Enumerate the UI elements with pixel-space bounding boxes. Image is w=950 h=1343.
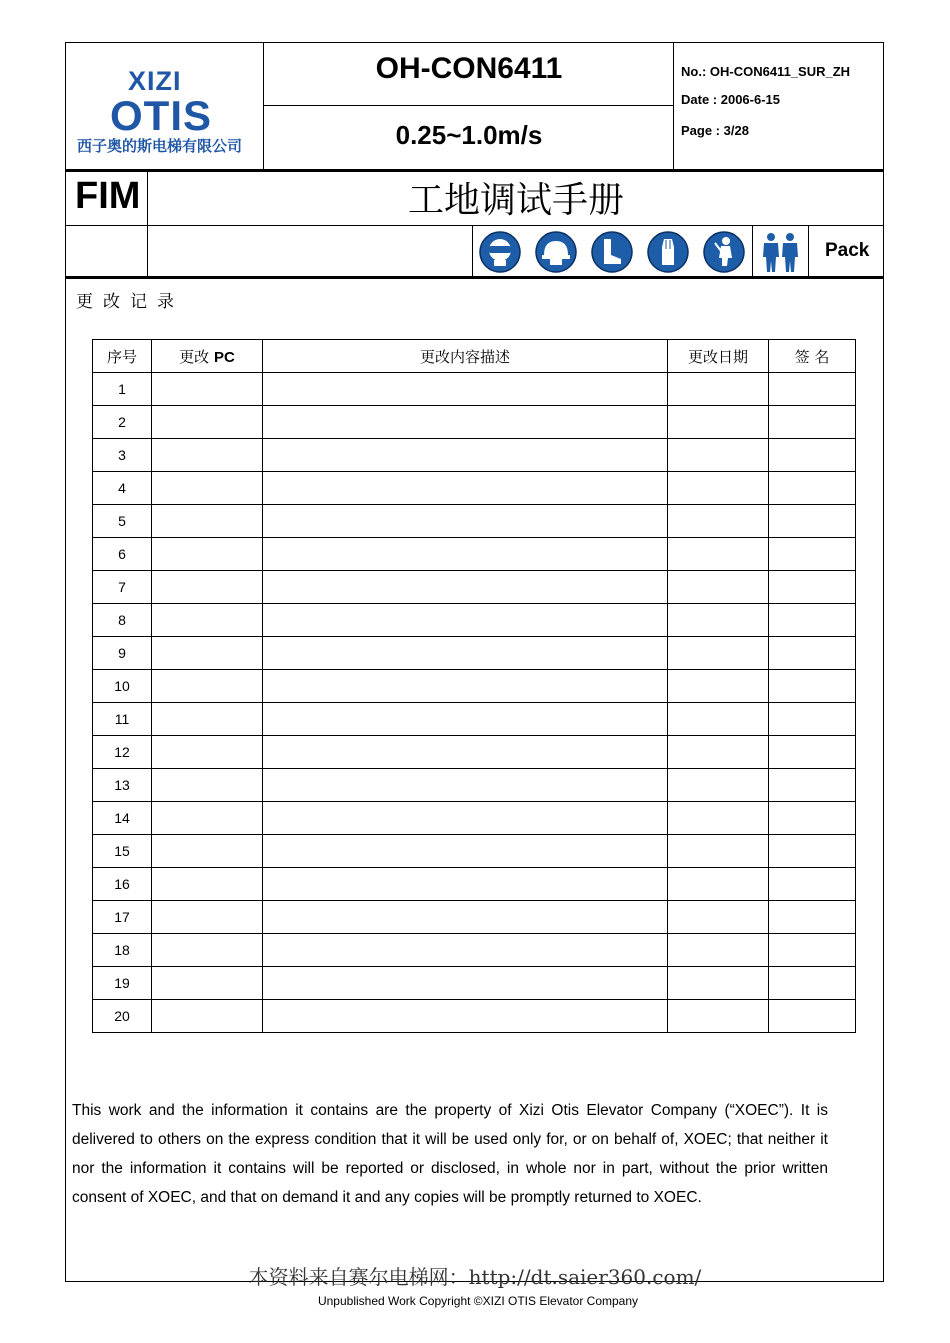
fim-label: FIM	[75, 175, 141, 217]
row-description-cell	[263, 571, 668, 604]
row-seq-cell: 19	[93, 967, 152, 1000]
safety-boots-icon	[591, 231, 633, 273]
row-pc-cell	[152, 802, 263, 835]
row-description-cell	[263, 703, 668, 736]
row-signature-cell	[769, 505, 856, 538]
row-seq-cell: 6	[93, 538, 152, 571]
table-row	[93, 835, 856, 868]
row-signature-cell	[769, 604, 856, 637]
copyright-footer: Unpublished Work Copyright ©XIZI OTIS Elevator Company	[317, 1294, 639, 1308]
col-change-label: 更改	[179, 347, 210, 366]
row-date-cell	[668, 637, 769, 670]
gloves-icon	[647, 231, 689, 273]
row-signature-cell	[769, 1000, 856, 1033]
change-record-table	[92, 339, 856, 1033]
row-date-cell	[668, 505, 769, 538]
row-date-cell	[668, 439, 769, 472]
row-seq-cell: 15	[93, 835, 152, 868]
row-signature-cell	[769, 934, 856, 967]
col-pc-label: PC	[213, 348, 235, 366]
row-seq-cell: 14	[93, 802, 152, 835]
row-seq-cell: 4	[93, 472, 152, 505]
table-row	[93, 901, 856, 934]
col-seq: 序号	[93, 340, 152, 373]
row-pc-cell	[152, 538, 263, 571]
row-description-cell	[263, 406, 668, 439]
row-description-cell	[263, 1000, 668, 1033]
row-date-cell	[668, 472, 769, 505]
row-signature-cell	[769, 736, 856, 769]
row-date-cell	[668, 868, 769, 901]
pack-label: Pack	[825, 240, 870, 261]
row-seq-cell: 17	[93, 901, 152, 934]
row-pc-cell	[152, 670, 263, 703]
row-description-cell	[263, 373, 668, 406]
title-divider	[65, 225, 884, 226]
row-date-cell	[668, 703, 769, 736]
row-description-cell	[263, 934, 668, 967]
row-date-cell	[668, 373, 769, 406]
row-seq-cell: 16	[93, 868, 152, 901]
row-description-cell	[263, 835, 668, 868]
table-row	[93, 538, 856, 571]
row-seq-cell: 2	[93, 406, 152, 439]
row-pc-cell	[152, 439, 263, 472]
doc-code: OH-CON6411	[375, 52, 563, 85]
table-row	[93, 406, 856, 439]
row-seq-cell: 18	[93, 934, 152, 967]
row-signature-cell	[769, 769, 856, 802]
table-row	[93, 637, 856, 670]
page-number: Page : 3/28	[681, 123, 749, 138]
table-row	[93, 604, 856, 637]
row-description-cell	[263, 901, 668, 934]
row-description-cell	[263, 736, 668, 769]
row-signature-cell	[769, 703, 856, 736]
safety-divider	[65, 276, 884, 279]
table-row	[93, 802, 856, 835]
row-seq-cell: 9	[93, 637, 152, 670]
row-description-cell	[263, 637, 668, 670]
row-pc-cell	[152, 901, 263, 934]
table-row	[93, 1000, 856, 1033]
row-pc-cell	[152, 934, 263, 967]
row-description-cell	[263, 868, 668, 901]
row-signature-cell	[769, 637, 856, 670]
row-date-cell	[668, 406, 769, 439]
row-pc-cell	[152, 373, 263, 406]
table-row	[93, 769, 856, 802]
row-seq-cell: 1	[93, 373, 152, 406]
row-signature-cell	[769, 670, 856, 703]
row-description-cell	[263, 802, 668, 835]
row-pc-cell	[152, 406, 263, 439]
row-signature-cell	[769, 406, 856, 439]
table-row	[93, 868, 856, 901]
table-header-row	[93, 340, 856, 373]
harness-icon	[703, 231, 745, 273]
row-signature-cell	[769, 439, 856, 472]
table-row	[93, 703, 856, 736]
row-seq-cell: 8	[93, 604, 152, 637]
row-seq-cell: 5	[93, 505, 152, 538]
icons-mid-divider	[752, 226, 753, 277]
manual-title: 工地调试手册	[407, 180, 624, 221]
row-date-cell	[668, 604, 769, 637]
row-date-cell	[668, 571, 769, 604]
col-signature: 签 名	[769, 340, 856, 373]
row-description-cell	[263, 769, 668, 802]
table-row	[93, 670, 856, 703]
row-seq-cell: 10	[93, 670, 152, 703]
col-change-pc	[152, 340, 263, 373]
row-pc-cell	[152, 637, 263, 670]
logo-xizi: XIZI	[128, 66, 182, 96]
row-description-cell	[263, 538, 668, 571]
row-signature-cell	[769, 802, 856, 835]
change-record-title: 更改记录	[76, 292, 184, 312]
row-signature-cell	[769, 571, 856, 604]
row-date-cell	[668, 967, 769, 1000]
row-date-cell	[668, 1000, 769, 1033]
row-signature-cell	[769, 373, 856, 406]
row-signature-cell	[769, 472, 856, 505]
row-signature-cell	[769, 835, 856, 868]
doc-date: Date : 2006-6-15	[681, 92, 780, 107]
hard-hat-icon	[535, 231, 577, 273]
row-signature-cell	[769, 967, 856, 1000]
row-date-cell	[668, 736, 769, 769]
two-persons-icon	[758, 231, 804, 273]
row-pc-cell	[152, 604, 263, 637]
row-date-cell	[668, 901, 769, 934]
row-signature-cell	[769, 901, 856, 934]
row-seq-cell: 7	[93, 571, 152, 604]
source-watermark: 本资料来自赛尔电梯网：http://dt.saier360.com/	[248, 1265, 702, 1289]
row-date-cell	[668, 934, 769, 967]
table-row	[93, 472, 856, 505]
table-row	[93, 439, 856, 472]
row-date-cell	[668, 670, 769, 703]
safety-glasses-icon	[479, 231, 521, 273]
row-seq-cell: 12	[93, 736, 152, 769]
row-date-cell	[668, 769, 769, 802]
notice-text: This work and the information it contains are the property of Xizi Otis Elevator Company (“XOEC”). It is delivered to others on the express condition that it will be used only for, or on behalf of, XOEC; that neither it nor the information it contains will be reported or disclosed, in whole nor in part, without the prior written consent of XOEC, and that on demand it and any copies will be promptly returned to XOEC.	[72, 1102, 828, 1206]
confidentiality-notice	[72, 1096, 828, 1212]
row-description-cell	[263, 505, 668, 538]
table-row	[93, 934, 856, 967]
row-pc-cell	[152, 1000, 263, 1033]
table-row	[93, 571, 856, 604]
col-change-date: 更改日期	[668, 340, 769, 373]
row-seq-cell: 20	[93, 1000, 152, 1033]
pack-divider	[808, 226, 809, 277]
row-pc-cell	[152, 868, 263, 901]
code-speed-divider	[264, 105, 674, 106]
row-signature-cell	[769, 538, 856, 571]
row-pc-cell	[152, 736, 263, 769]
row-pc-cell	[152, 703, 263, 736]
row-description-cell	[263, 670, 668, 703]
row-seq-cell: 11	[93, 703, 152, 736]
logo-otis: OTIS	[110, 92, 213, 139]
row-seq-cell: 13	[93, 769, 152, 802]
table-row	[93, 967, 856, 1000]
row-description-cell	[263, 604, 668, 637]
row-seq-cell: 3	[93, 439, 152, 472]
row-pc-cell	[152, 472, 263, 505]
table-row	[93, 505, 856, 538]
row-date-cell	[668, 835, 769, 868]
logo-company-name: 西子奥的斯电梯有限公司	[77, 137, 243, 155]
row-signature-cell	[769, 868, 856, 901]
row-pc-cell	[152, 967, 263, 1000]
doc-number: No.: OH-CON6411_SUR_ZH	[681, 64, 851, 79]
col-description: 更改内容描述	[263, 340, 668, 373]
row-pc-cell	[152, 505, 263, 538]
row-pc-cell	[152, 571, 263, 604]
row-date-cell	[668, 538, 769, 571]
row-description-cell	[263, 472, 668, 505]
speed-range: 0.25~1.0m/s	[395, 120, 543, 150]
table-row	[93, 373, 856, 406]
row-pc-cell	[152, 835, 263, 868]
row-date-cell	[668, 802, 769, 835]
table-row	[93, 736, 856, 769]
icons-start-divider	[472, 226, 473, 277]
row-pc-cell	[152, 769, 263, 802]
row-description-cell	[263, 967, 668, 1000]
row-description-cell	[263, 439, 668, 472]
